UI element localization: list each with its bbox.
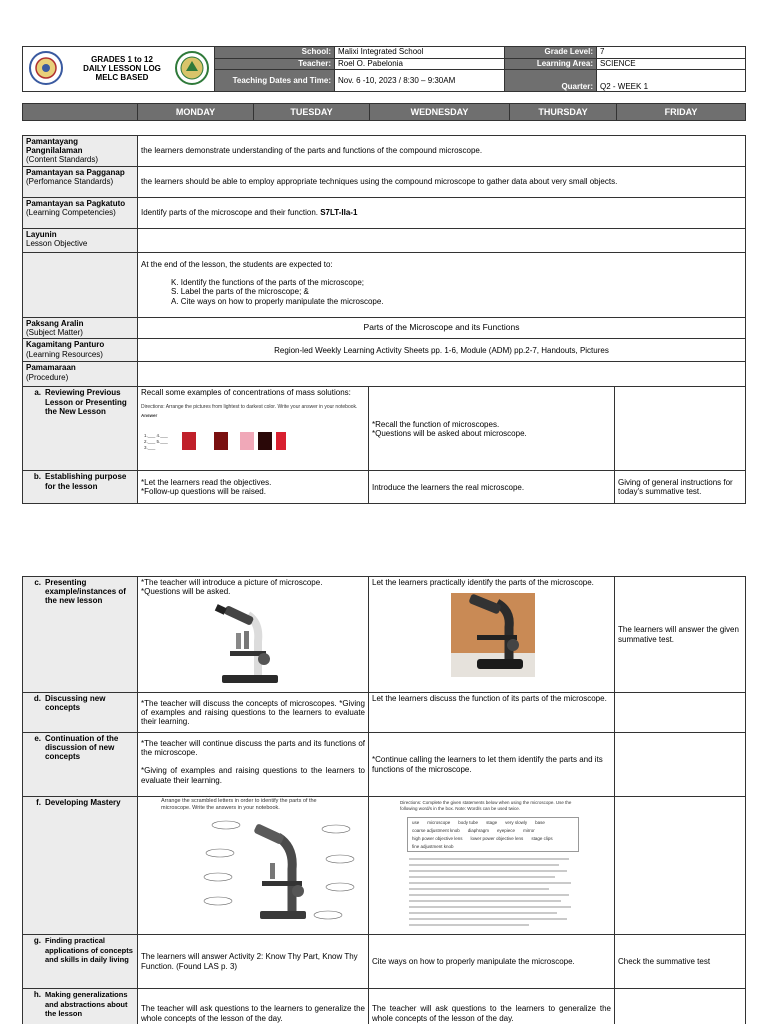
content-standards-label: Pamantayang Pangnilalaman (Content Standards) <box>23 136 138 167</box>
content-standards-text: the learners demonstrate understanding of the parts and functions of the compound microscope. <box>138 136 746 167</box>
step-a-monday: Recall some examples of concentrations of mass solutions: Directions: Arrange the pictures from lightest to darkest color. Write your answer in your notebook. Answer 1.___ 4.___ 2.___ 5.___ 3.___ <box>138 387 369 471</box>
answer-blanks: 1.___ 4.___ 2.___ 5.___ 3.___ <box>144 433 168 451</box>
grade-value: 7 <box>597 47 746 59</box>
header-title-line3: MELC BASED <box>95 73 149 83</box>
step-h-monday: The teacher will ask questions to the learners to generalize the whole concepts of the lesson of the day. <box>138 989 369 1024</box>
word-box: use microscope body tube stage very slowly base coarse adjustment knob diaphragm eyepiece mirror high power objective lens lower power objective lens stage clips fine adjustment knob <box>407 817 579 852</box>
day-wednesday: WEDNESDAY <box>370 104 510 121</box>
objective-s: S. Label the parts of the microscope; & <box>171 287 309 297</box>
step-b-label: b. Establishing purpose for the lesson <box>23 471 138 504</box>
quarter-value: Q2 - WEEK 1 <box>597 70 746 92</box>
step-b-friday: Giving of general instructions for today's summative test. <box>615 471 746 504</box>
lesson-table-page2 <box>22 576 746 1024</box>
quarter-label: Quarter: <box>505 70 597 92</box>
dates-value: Nov. 6 -10, 2023 / 8:30 – 9:30AM <box>335 70 505 92</box>
area-label: Learning Area: <box>505 59 597 70</box>
solution-vials-image <box>166 431 286 451</box>
step-f-monday <box>138 797 369 935</box>
step-g-friday: Check the summative test <box>615 935 746 989</box>
teacher-label: Teacher: <box>215 59 335 70</box>
lesson-table-page1 <box>22 135 746 504</box>
step-e-wednesday: *Continue calling the learners to let them identify the parts and its functions of the microscope. <box>369 733 615 797</box>
day-monday: MONDAY <box>138 104 254 121</box>
fill-in-statements <box>409 855 579 929</box>
step-d-monday: *The teacher will discuss the concepts of microscopes. *Giving of examples and raising questions to the learners to evaluate their learning. <box>138 693 369 733</box>
step-c-wednesday: Let the learners practically identify the parts of the microscope. <box>369 577 615 693</box>
day-tuesday: TUESDAY <box>254 104 370 121</box>
procedure-label: Pamamaraan (Procedure) <box>23 362 138 387</box>
step-h-wednesday: The teacher will ask questions to the learners to generalize the whole concepts of the lesson of the day. <box>369 989 615 1024</box>
grade-label: Grade Level: <box>505 47 597 59</box>
step-b-monday: *Let the learners read the objectives. *Follow-up questions will be raised. <box>138 471 369 504</box>
school-label: School: <box>215 47 335 59</box>
step-f-instructions: Arrange the scrambled letters in order to identify the parts of the microscope. Write the answers in your notebook. <box>161 798 317 812</box>
step-a-label: a. Reviewing Previous Lesson or Presenting the New Lesson <box>23 387 138 471</box>
step-b-wednesday: Introduce the learners the real microscope. <box>369 471 615 504</box>
header-title-line2: DAILY LESSON LOG <box>83 64 161 74</box>
header-title-line1: GRADES 1 to 12 <box>91 55 153 64</box>
header-table <box>22 46 746 92</box>
days-header <box>22 103 746 121</box>
labeled-microscope-diagram <box>198 819 358 927</box>
learning-resources-label: Kagamitang Panturo (Learning Resources) <box>23 339 138 362</box>
school-seal-icon <box>175 51 209 85</box>
microscope-image <box>208 601 288 687</box>
step-g-label: g. Finding practical applications of concepts and skills in daily living <box>23 935 138 989</box>
deped-seal-icon <box>29 51 63 85</box>
learning-competencies-text: Identify parts of the microscope and their function. S7LT-IIa-1 <box>138 198 746 229</box>
header-logo-cell <box>23 47 215 92</box>
step-f-directions: Directions: Complete the given statements below when using the microscope. Use the following word/s in the box. Note: Word/s can be used twice. <box>400 800 572 811</box>
objective-label: Layunin Lesson Objective <box>23 229 138 253</box>
step-c-monday: *The teacher will introduce a picture of microscope. *Questions will be asked. <box>138 577 369 693</box>
step-a-answer: Answer <box>141 413 158 419</box>
objective-k: K. Identify the functions of the parts of the microscope; <box>171 278 364 288</box>
step-g-wednesday: Cite ways on how to properly manipulate the microscope. <box>369 935 615 989</box>
step-h-label: h. Making generalizations and abstractions about the lesson <box>23 989 138 1024</box>
area-value: SCIENCE <box>597 59 746 70</box>
step-e-monday: *The teacher will continue discuss the parts and its functions of the microscope. *Giving of examples and raising questions to the learners to evaluate their learning. <box>138 733 369 797</box>
objective-text: At the end of the lesson, the students are expected to: K. Identify the functions of the parts of the microscope; S. Label the parts of the microscope; & A. Cite ways on how to properly manipulate the microscope. <box>138 253 746 318</box>
step-f-wednesday <box>369 797 615 935</box>
performance-standards-label: Pamantayan sa Pagganap (Perfomance Standards) <box>23 167 138 198</box>
learning-competencies-label: Pamantayan sa Pagkatuto (Learning Competencies) <box>23 198 138 229</box>
step-f-label: f. Developing Mastery <box>23 797 138 935</box>
step-c-label: c. Presenting example/instances of the new lesson <box>23 577 138 693</box>
objective-a: A. Cite ways on how to properly manipulate the microscope. <box>171 296 384 306</box>
school-value: Malixi Integrated School <box>335 47 505 59</box>
subject-matter-label: Paksang Aralin (Subject Matter) <box>23 318 138 339</box>
step-a-directions: Directions: Arrange the pictures from lightest to darkest color. Write your answer in your notebook. <box>141 403 358 410</box>
dates-label: Teaching Dates and Time: <box>215 70 335 92</box>
step-d-label: d. Discussing new concepts <box>23 693 138 733</box>
step-e-label: e. Continuation of the discussion of new concepts <box>23 733 138 797</box>
teacher-value: Roel O. Pabelonia <box>335 59 505 70</box>
competency-code: S7LT-IIa-1 <box>320 208 358 218</box>
step-g-monday: The learners will answer Activity 2: Know Thy Part, Know Thy Function. (Found LAS p. 3) <box>138 935 369 989</box>
step-d-wednesday: Let the learners discuss the function of its parts of the microscope. <box>369 693 615 733</box>
real-microscope-photo <box>451 593 535 677</box>
step-c-friday: The learners will answer the given summative test. <box>615 577 746 693</box>
day-friday: FRIDAY <box>617 104 746 121</box>
step-a-wednesday: *Recall the function of microscopes. *Questions will be asked about microscope. <box>369 387 615 471</box>
learning-resources-text: Region-led Weekly Learning Activity Sheets pp. 1-6, Module (ADM) pp.2-7, Handouts, Pictures <box>138 339 746 362</box>
day-thursday: THURSDAY <box>510 104 617 121</box>
performance-standards-text: the learners should be able to employ appropriate techniques using the compound microscope to gather data about very small objects. <box>138 167 746 198</box>
subject-matter-text: Parts of the Microscope and its Functions <box>138 318 746 339</box>
